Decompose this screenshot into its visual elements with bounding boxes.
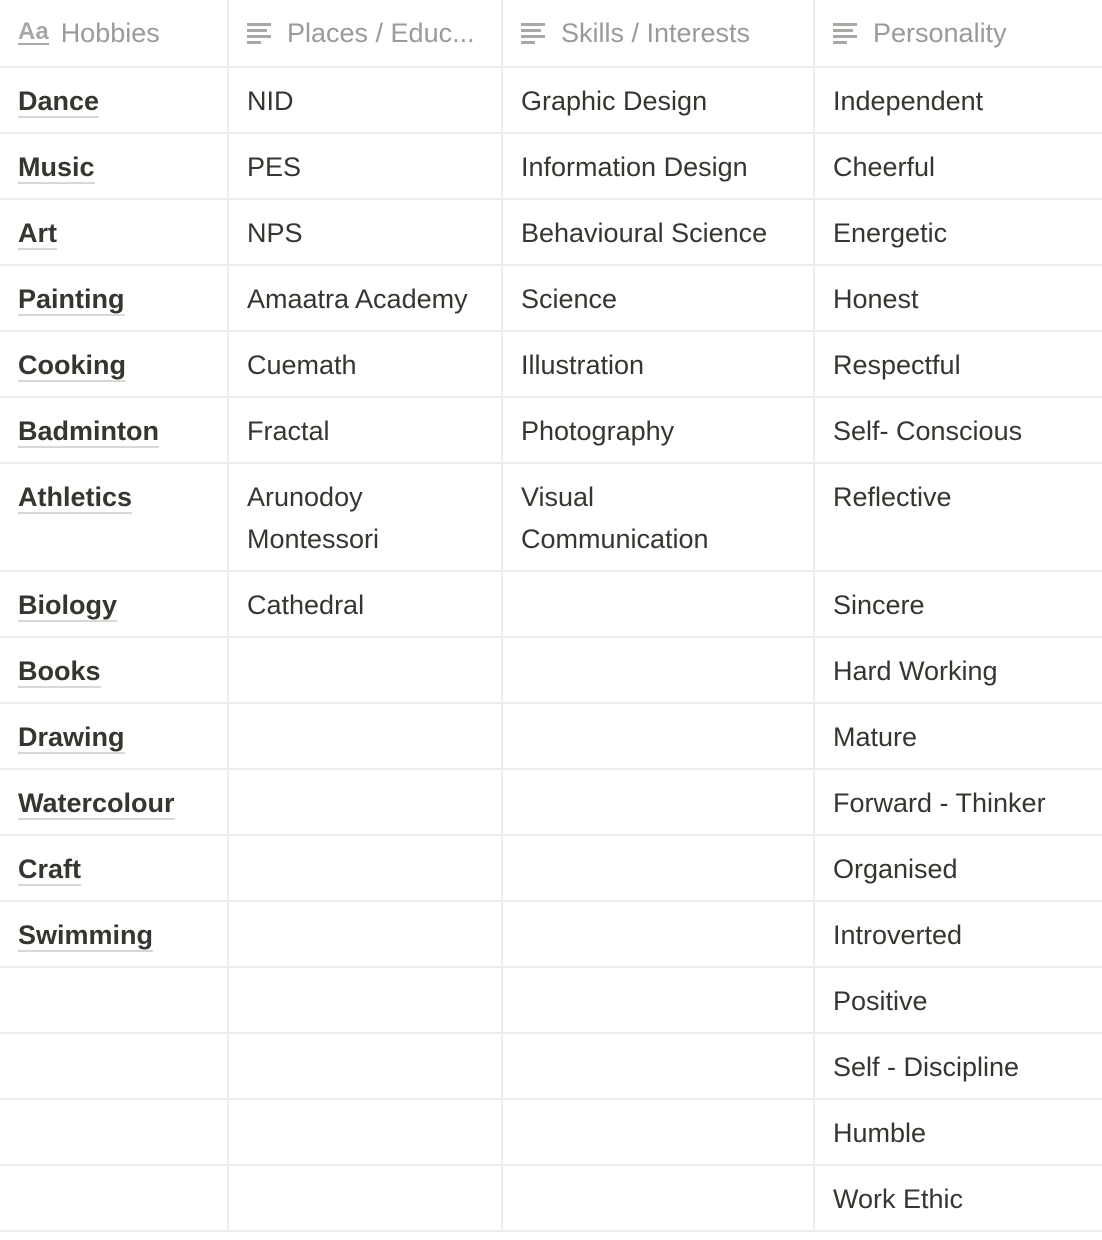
column-header-label: Skills / Interests: [561, 18, 751, 48]
cell-text: Illustration: [521, 350, 645, 380]
cell-skill[interactable]: [503, 1034, 815, 1098]
cell-text: Work Ethic: [833, 1184, 964, 1214]
cell-personality[interactable]: [815, 1100, 1102, 1164]
cell-place[interactable]: [229, 200, 503, 264]
cell-skill[interactable]: [503, 1100, 815, 1164]
page-title-link[interactable]: Craft: [18, 854, 82, 884]
table-row: [0, 770, 1102, 836]
cell-hobby[interactable]: [0, 134, 229, 198]
cell-text: Behavioural Science: [521, 218, 768, 248]
cell-personality[interactable]: [815, 902, 1102, 966]
table-row: [0, 134, 1102, 200]
cell-place[interactable]: [229, 464, 503, 570]
cell-text: Introverted: [833, 920, 963, 950]
cell-place[interactable]: [229, 638, 503, 702]
cell-skill[interactable]: [503, 770, 815, 834]
table-row: [0, 332, 1102, 398]
cell-text: Mature: [833, 722, 918, 752]
cell-personality[interactable]: [815, 968, 1102, 1032]
page-title-link[interactable]: Swimming: [18, 920, 154, 950]
table-row: [0, 200, 1102, 266]
table-row: [0, 968, 1102, 1034]
cell-hobby[interactable]: [0, 1100, 229, 1164]
cell-text: Cuemath: [247, 350, 357, 380]
column-header-skills[interactable]: [503, 0, 815, 66]
table-row: [0, 638, 1102, 704]
cell-text: Science: [521, 284, 618, 314]
table-row: [0, 836, 1102, 902]
table-header: [0, 0, 1102, 68]
page-title-link[interactable]: Athletics: [18, 482, 133, 512]
cell-text: Forward - Thinker: [833, 788, 1046, 818]
cell-place[interactable]: [229, 770, 503, 834]
cell-hobby[interactable]: [0, 68, 229, 132]
cell-text: Fractal: [247, 416, 330, 446]
text-lines-icon: [833, 22, 859, 44]
cell-place[interactable]: [229, 398, 503, 462]
cell-text: Positive: [833, 986, 928, 1016]
cell-personality[interactable]: [815, 638, 1102, 702]
page-title-link[interactable]: Dance: [18, 86, 100, 116]
cell-personality[interactable]: [815, 836, 1102, 900]
text-lines-icon: [247, 22, 273, 44]
cell-text: Visual Communication: [521, 482, 709, 554]
cell-place[interactable]: [229, 704, 503, 768]
cell-skill[interactable]: [503, 68, 815, 132]
cell-text: Cheerful: [833, 152, 936, 182]
cell-hobby[interactable]: [0, 572, 229, 636]
cell-personality[interactable]: [815, 332, 1102, 396]
table-row: [0, 398, 1102, 464]
cell-text: Reflective: [833, 482, 952, 512]
cell-skill[interactable]: [503, 704, 815, 768]
cell-place[interactable]: [229, 836, 503, 900]
cell-place[interactable]: [229, 68, 503, 132]
cell-place[interactable]: [229, 266, 503, 330]
cell-skill[interactable]: [503, 902, 815, 966]
cell-text: Energetic: [833, 218, 948, 248]
page-title-link[interactable]: Painting: [18, 284, 125, 314]
table-row: [0, 1034, 1102, 1100]
table-row: [0, 266, 1102, 332]
cell-text: Hard Working: [833, 656, 998, 686]
table-row: [0, 704, 1102, 770]
table-row: [0, 902, 1102, 968]
page-title-link[interactable]: Watercolour: [18, 788, 175, 818]
cell-skill[interactable]: [503, 200, 815, 264]
cell-personality[interactable]: [815, 266, 1102, 330]
cell-personality[interactable]: [815, 398, 1102, 462]
column-header-label: Hobbies: [60, 18, 160, 48]
cell-personality[interactable]: [815, 200, 1102, 264]
column-header-places[interactable]: [229, 0, 503, 66]
cell-text: Arunodoy Montessori: [247, 482, 380, 554]
cell-personality[interactable]: [815, 704, 1102, 768]
cell-hobby[interactable]: [0, 1166, 229, 1230]
cell-hobby[interactable]: [0, 398, 229, 462]
cell-personality[interactable]: [815, 134, 1102, 198]
page-title-link[interactable]: Cooking: [18, 350, 126, 380]
cell-personality[interactable]: [815, 770, 1102, 834]
cell-skill[interactable]: [503, 398, 815, 462]
cell-hobby[interactable]: [0, 770, 229, 834]
cell-skill[interactable]: [503, 572, 815, 636]
cell-text: Amaatra Academy: [247, 284, 468, 314]
cell-skill[interactable]: [503, 332, 815, 396]
cell-hobby[interactable]: [0, 704, 229, 768]
column-header-label: Personality: [873, 18, 1007, 48]
cell-skill[interactable]: [503, 134, 815, 198]
cell-text: Sincere: [833, 590, 925, 620]
cell-place[interactable]: [229, 902, 503, 966]
page-title-link[interactable]: Biology: [18, 590, 117, 620]
cell-hobby[interactable]: [0, 200, 229, 264]
cell-hobby[interactable]: [0, 1034, 229, 1098]
cell-text: Independent: [833, 86, 984, 116]
cell-skill[interactable]: [503, 968, 815, 1032]
cell-personality[interactable]: [815, 464, 1102, 570]
cell-skill[interactable]: [503, 638, 815, 702]
cell-hobby[interactable]: [0, 902, 229, 966]
cell-place[interactable]: [229, 572, 503, 636]
cell-skill[interactable]: [503, 464, 815, 570]
cell-place[interactable]: [229, 1100, 503, 1164]
page-title-link[interactable]: Drawing: [18, 722, 125, 752]
cell-personality[interactable]: [815, 68, 1102, 132]
cell-text: PES: [247, 152, 302, 182]
cell-place[interactable]: [229, 968, 503, 1032]
table-row: [0, 1166, 1102, 1232]
cell-text: NID: [247, 86, 294, 116]
cell-text: Self - Discipline: [833, 1052, 1020, 1082]
table-row: [0, 572, 1102, 638]
cell-place[interactable]: [229, 1034, 503, 1098]
cell-place[interactable]: [229, 332, 503, 396]
cell-hobby[interactable]: [0, 968, 229, 1032]
cell-place[interactable]: [229, 134, 503, 198]
cell-text: Humble: [833, 1118, 927, 1148]
cell-skill[interactable]: [503, 1166, 815, 1230]
cell-hobby[interactable]: [0, 266, 229, 330]
page-title-link[interactable]: Art: [18, 218, 57, 248]
table-row: [0, 68, 1102, 134]
cell-text: Honest: [833, 284, 919, 314]
cell-hobby[interactable]: [0, 332, 229, 396]
column-header-hobbies[interactable]: [0, 0, 229, 66]
table-body: [0, 68, 1102, 1232]
cell-text: Information Design: [521, 152, 748, 182]
column-header-personality[interactable]: [815, 0, 1102, 66]
cell-text: NPS: [247, 218, 303, 248]
cell-text: Photography: [521, 416, 675, 446]
cell-skill[interactable]: [503, 266, 815, 330]
cell-hobby[interactable]: [0, 836, 229, 900]
cell-personality[interactable]: [815, 1166, 1102, 1230]
title-aa-icon: Aa: [18, 17, 49, 45]
table-row: [0, 1100, 1102, 1166]
cell-personality[interactable]: [815, 1034, 1102, 1098]
cell-personality[interactable]: [815, 572, 1102, 636]
cell-text: Organised: [833, 854, 958, 884]
cell-hobby[interactable]: [0, 638, 229, 702]
cell-text: Respectful: [833, 350, 961, 380]
page-title-link[interactable]: Books: [18, 656, 101, 686]
cell-skill[interactable]: [503, 836, 815, 900]
page-title-link[interactable]: Badminton: [18, 416, 159, 446]
cell-text: Self- Conscious: [833, 416, 1023, 446]
page-title-link[interactable]: Music: [18, 152, 95, 182]
cell-hobby[interactable]: [0, 464, 229, 570]
text-lines-icon: [521, 22, 547, 44]
column-header-label: Places / Educ...: [287, 18, 475, 48]
table-row: [0, 464, 1102, 572]
cell-text: Cathedral: [247, 590, 365, 620]
cell-text: Graphic Design: [521, 86, 708, 116]
cell-place[interactable]: [229, 1166, 503, 1230]
